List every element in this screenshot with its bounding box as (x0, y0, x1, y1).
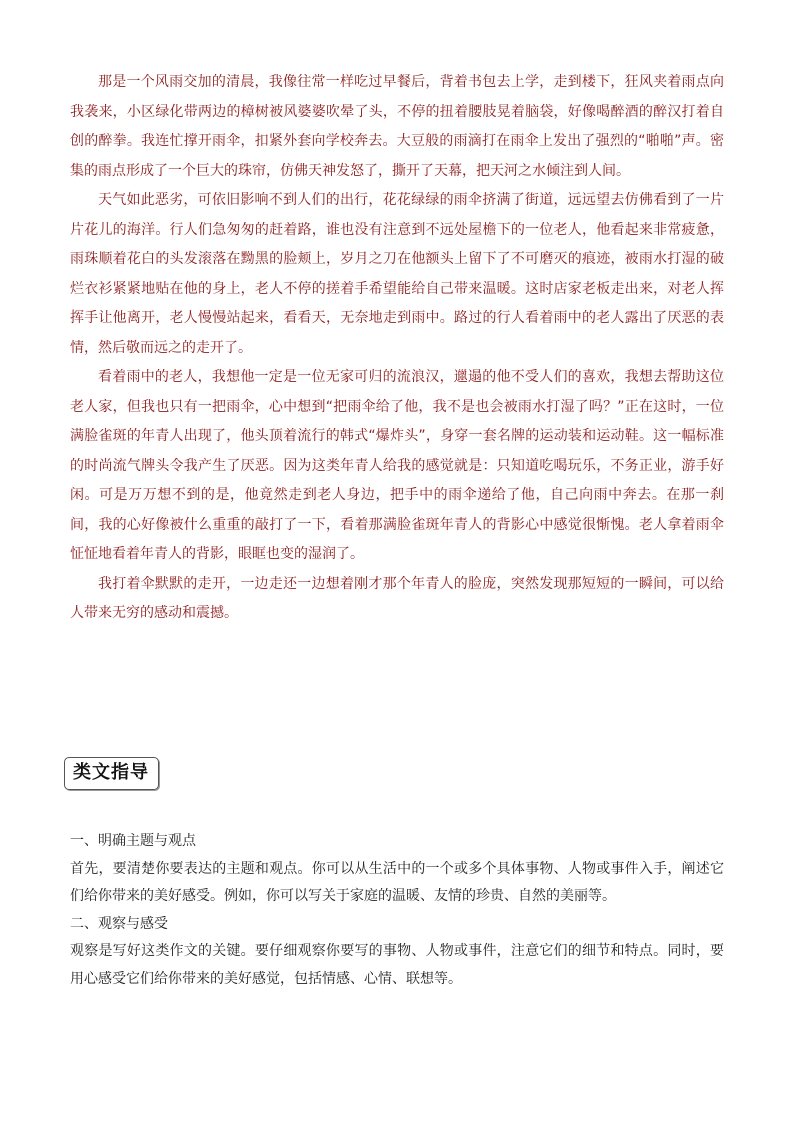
guide-heading: 一、明确主题与观点 (70, 833, 196, 849)
guide-text: 观察是写好这类作文的关键。要仔细观察你要写的事物、人物或事件，注意它们的细节和特点。同时，要用心感受它们给你带来的美好感觉，包括情感、心情、联想等。 (70, 943, 724, 987)
guide-body (70, 828, 724, 993)
essay-paragraph: 看着雨中的老人，我想他一定是一位无家可归的流浪汉，邋遢的他不受人们的喜欢，我想去帮助这位老人家，但我也只有一把雨伞，心中想到“把雨伞给了他，我不是也会被雨水打湿了吗？”正在这时，一位满脸雀斑的年青人出现了，他头顶着流行的韩式“爆炸头”，身穿一套名牌的运动装和运动鞋。这一幅标准的时尚流气牌头令我产生了厌恶。因为这类年青人给我的感觉就是：只知道吃喝玩乐，不务正业，游手好闲。可是万万想不到的是，他竟然走到老人身边，把手中的雨伞递给了他，自己向雨中奔去。在那一刹间，我的心好像被什么重重的敲打了一下，看着那满脸雀斑年青人的背影心中感觉很惭愧。老人拿着雨伞怔怔地看着年青人的背影，眼眶也变的湿润了。 (70, 369, 724, 562)
guide-heading: 二、观察与感受 (70, 915, 168, 932)
essay-paragraph: 天气如此恶劣，可依旧影响不到人们的出行，花花绿绿的雨伞挤满了街道，远远望去仿佛看到了一片片花儿的海洋。行人们急匆匆的赶着路，谁也没有注意到不远处屋檐下的一位老人，他看起来非常疲惫，雨珠顺着花白的头发滚落在黝黑的脸颊上，岁月之刀在他额头上留下了不可磨灭的痕迹，被雨水打湿的破烂衣衫紧紧地贴在他的身上，老人不停的搓着手希望能给自己带来温暖。这时店家老板走出来，对老人挥挥手让他离开，老人慢慢站起来，看看天，无奈地走到雨中。路过的行人看着雨中的老人露出了厌恶的表情，然后敬而远之的走开了。 (70, 192, 724, 356)
section-title-guide: 类文指导 (64, 757, 159, 790)
guide-text: 首先，要清楚你要表达的主题和观点。你可以从生活中的一个或多个具体事物、人物或事件入手，阐述它们给你带来的美好感受。例如，你可以写关于家庭的温暖、友情的珍贵、自然的美丽等。 (70, 860, 724, 904)
essay-paragraph: 那是一个风雨交加的清晨，我像往常一样吃过早餐后，背着书包去上学，走到楼下，狂风夹着雨点向我袭来，小区绿化带两边的樟树被风婆婆吹晕了头，不停的扭着腰肢晃着脑袋，好像喝醉酒的醉汉打着自创的醉拳。我连忙撑开雨伞，扣紧外套向学校奔去。大豆般的雨滴打在雨伞上发出了强烈的“啪啪”声。密集的雨点形成了一个巨大的珠帘，仿佛天神发怒了，撕开了天幕，把天河之水倾注到人间。 (70, 74, 724, 179)
essay-body (70, 68, 724, 629)
essay-paragraph: 我打着伞默默的走开，一边走还一边想着刚才那个年青人的脸庞，突然发现那短短的一瞬间，可以给人带来无穷的感动和震撼。 (70, 575, 724, 621)
